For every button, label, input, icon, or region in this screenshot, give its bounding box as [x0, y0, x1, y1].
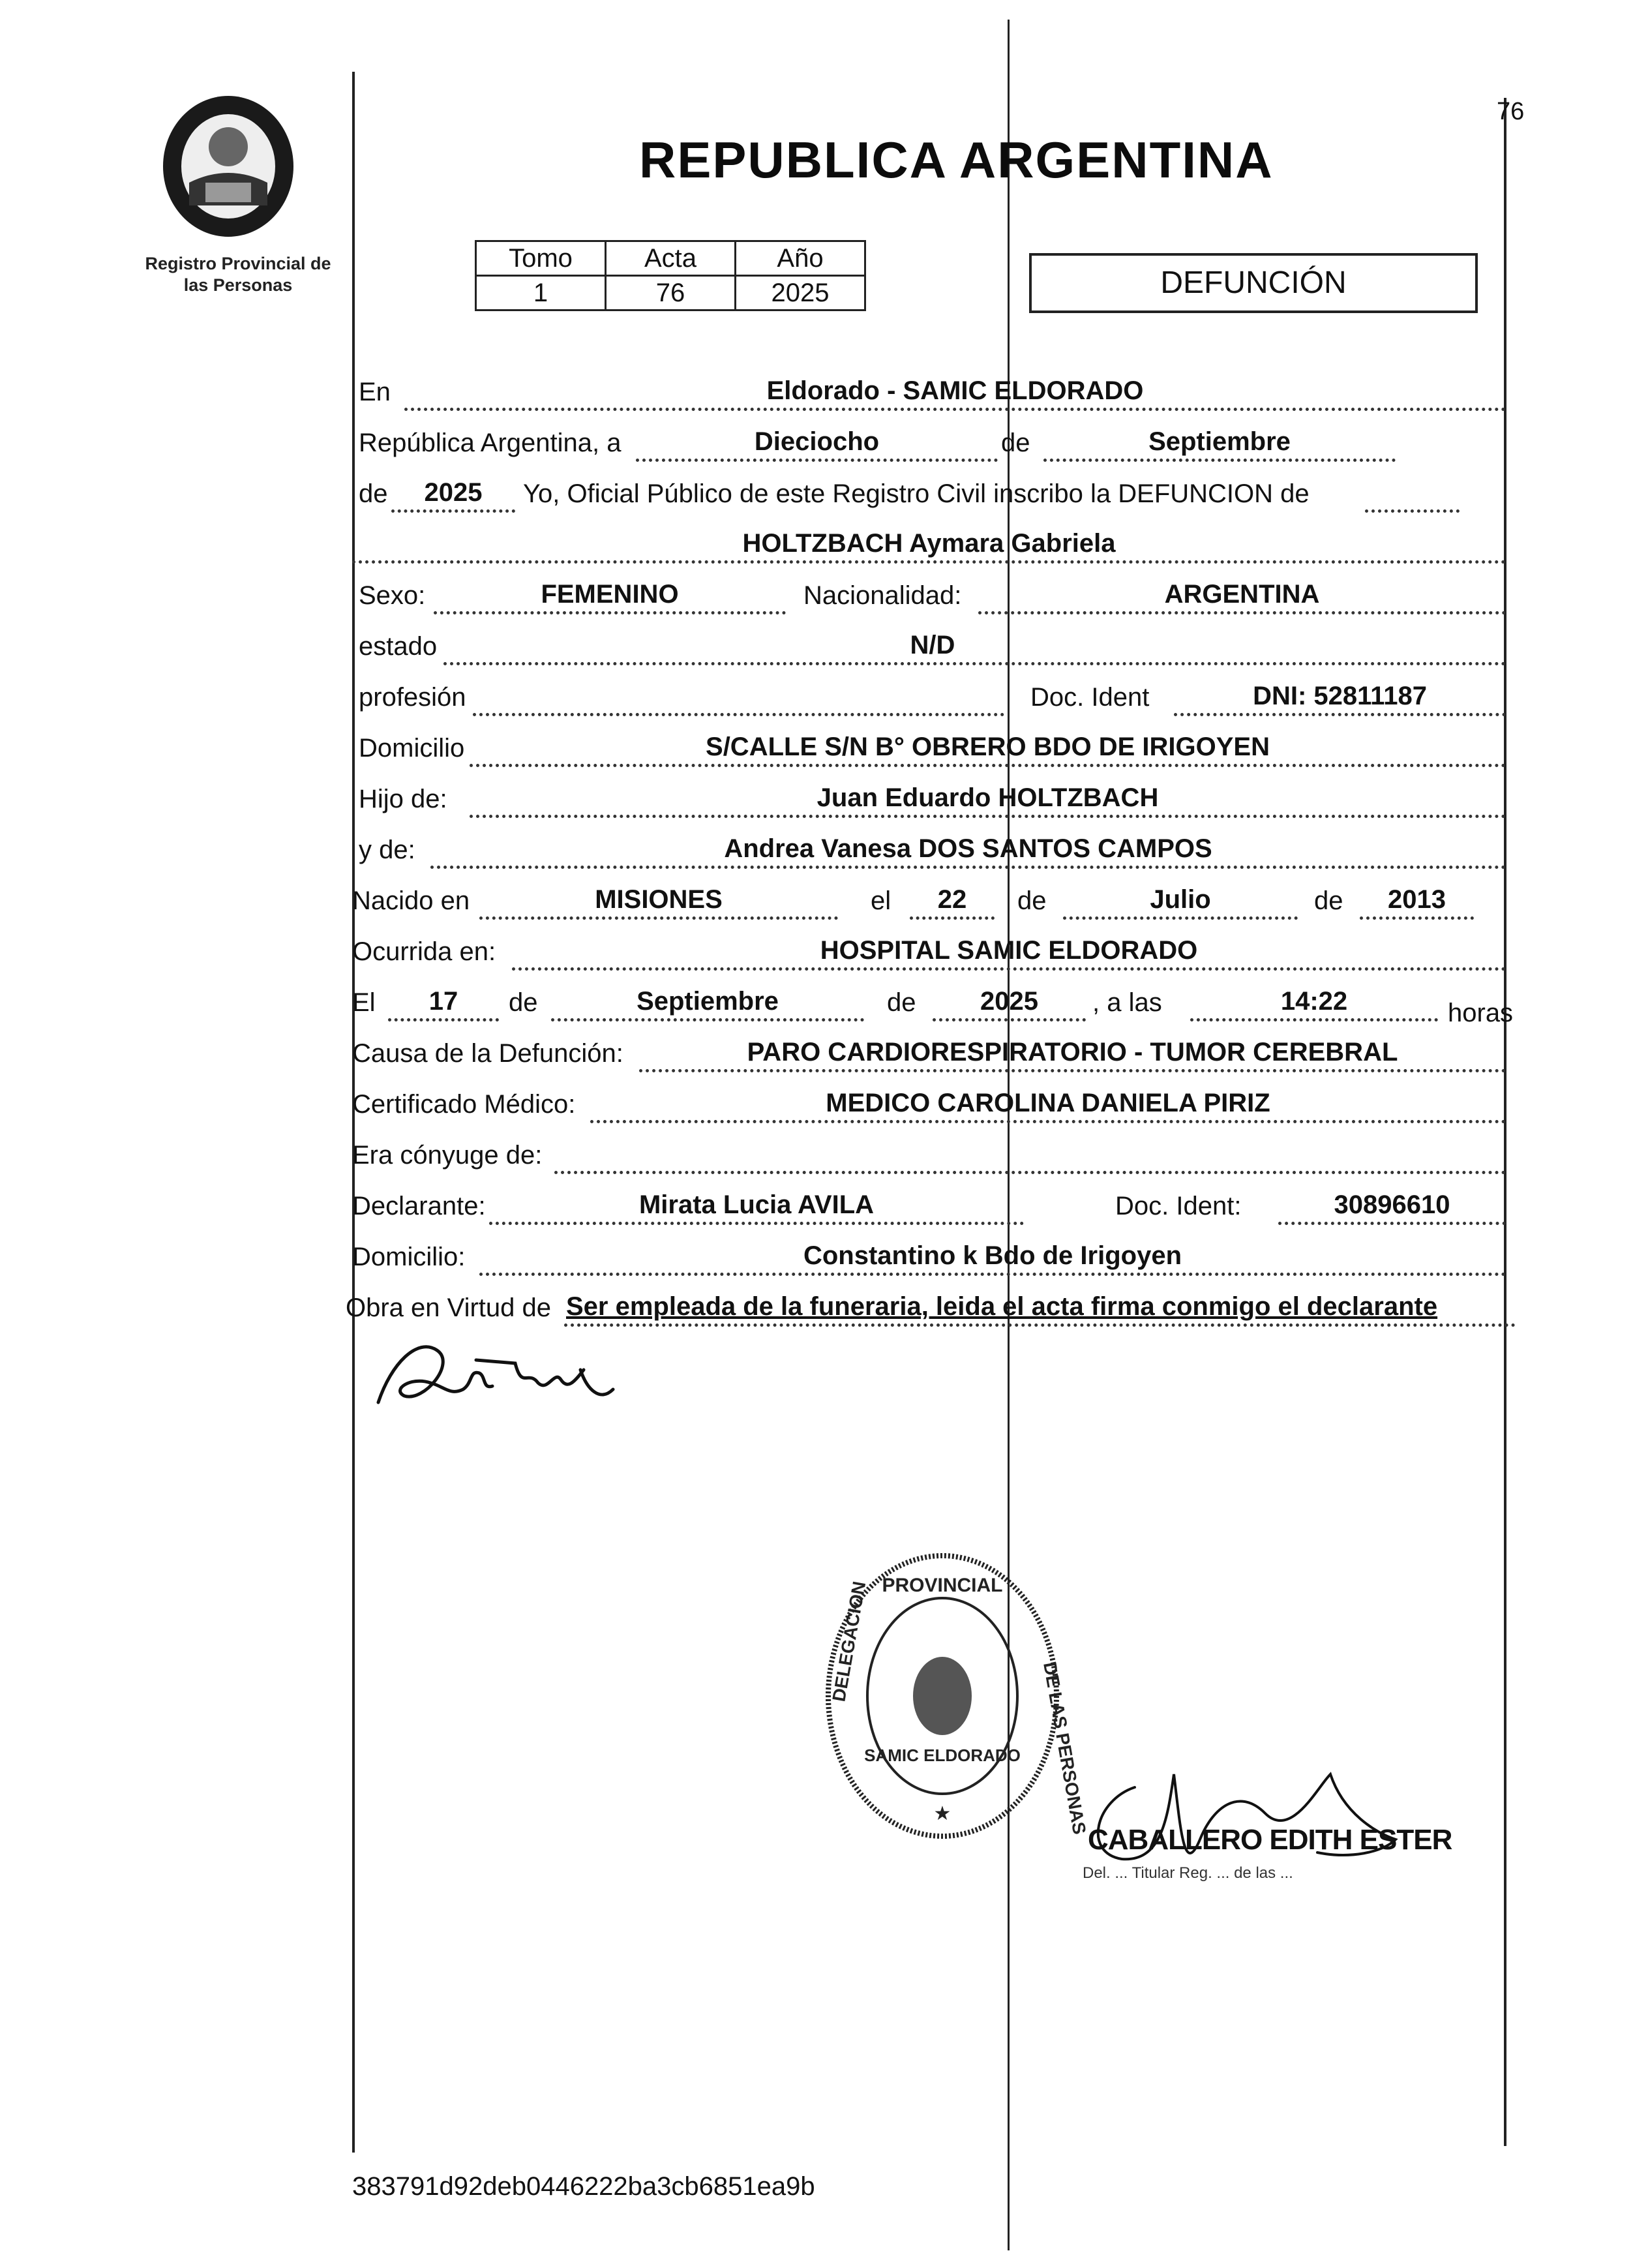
dia-letras-value: Dieciocho: [754, 427, 880, 456]
profesion-label: profesión: [359, 683, 466, 712]
nacionalidad-value: ARGENTINA: [1164, 580, 1320, 609]
cert-value: MEDICO CAROLINA DANIELA PIRIZ: [826, 1089, 1270, 1117]
sexo-value: FEMENINO: [541, 580, 679, 609]
anio-value: 2025: [736, 276, 865, 310]
ocurrida-value: HOSPITAL SAMIC ELDORADO: [820, 936, 1198, 965]
anio-value: 2025: [424, 478, 483, 507]
acta-value: 76: [606, 276, 736, 310]
row-causa: [352, 1027, 1506, 1072]
alas-label: , a las: [1092, 988, 1162, 1017]
declarante-value: Mirata Lucia AVILA: [638, 1190, 875, 1219]
el2-label: El: [352, 988, 376, 1017]
de2-label: de: [359, 479, 388, 508]
nac-de2-label: de: [1314, 886, 1343, 915]
row-domicilio: [352, 721, 1506, 767]
nac-dia-value: 22: [937, 885, 967, 914]
cert-label: Certificado Médico:: [352, 1090, 576, 1119]
row-nacimiento: [352, 874, 1506, 920]
padre-value: Juan Eduardo HOLTZBACH: [816, 783, 1159, 812]
official-stamp-icon: [818, 1546, 1090, 1846]
svg-text:PROVINCIAL: PROVINCIAL: [882, 1575, 1003, 1596]
official-name: CABALLERO EDITH ESTER: [1088, 1824, 1452, 1856]
decl-dom-label: Domicilio:: [352, 1243, 466, 1271]
yde-label: y de:: [359, 836, 415, 864]
agency-name: Registro Provincial de las Personas: [145, 254, 331, 295]
oficial-text: Yo, Oficial Público de este Registro Civil inscribo la DEFUNCION de: [523, 479, 1310, 508]
causa-value: PARO CARDIORESPIRATORIO - TUMOR CEREBRAL: [747, 1038, 1398, 1066]
official-title: Del. ... Titular Reg. ... de las ...: [1083, 1864, 1293, 1882]
row-estado: [352, 620, 1506, 665]
en-label: En: [359, 378, 391, 406]
row-decl-domicilio: [352, 1230, 1506, 1276]
declarante-label: Declarante:: [352, 1192, 486, 1220]
nac-anio-value: 2013: [1388, 885, 1446, 914]
row-obra: [346, 1281, 1516, 1327]
hora-value: 14:22: [1280, 987, 1348, 1016]
row-fecha-inscripcion: [352, 416, 1506, 462]
row-certificado: [352, 1078, 1506, 1123]
hijo-label: Hijo de:: [359, 785, 447, 813]
row-fecha-defuncion: [352, 976, 1514, 1027]
decl-doc-label: Doc. Ident:: [1115, 1192, 1242, 1220]
nacido-label: Nacido en: [352, 886, 470, 915]
lugar-value: Eldorado - SAMIC ELDORADO: [766, 376, 1144, 405]
mes-value: Septiembre: [1148, 427, 1291, 456]
row-madre: [352, 823, 1506, 869]
horas-label: horas: [1448, 999, 1514, 1027]
def-de1-label: de: [509, 988, 538, 1017]
nac-mes-value: Julio: [1150, 885, 1211, 914]
doc-value: DNI: 52811187: [1253, 682, 1427, 710]
record-type-box: DEFUNCIÓN: [1029, 253, 1478, 313]
nac-de1-label: de: [1017, 886, 1047, 915]
anio-header: Año: [736, 241, 865, 276]
svg-text:★: ★: [933, 1803, 951, 1824]
madre-value: Andrea Vanesa DOS SANTOS CAMPOS: [724, 834, 1212, 863]
row-lugar: [352, 365, 1506, 411]
nacionalidad-label: Nacionalidad:: [803, 581, 962, 610]
row-nombre: [352, 518, 1506, 564]
tomo-value: 1: [476, 276, 606, 310]
domicilio-label: Domicilio: [359, 734, 465, 763]
row-padre: [352, 772, 1506, 818]
decl-dom-value: Constantino k Bdo de Irigoyen: [803, 1241, 1182, 1270]
def-de2-label: de: [887, 988, 916, 1017]
domicilio-value: S/CALLE S/N B° OBRERO BDO DE IRIGOYEN: [706, 733, 1270, 761]
el-label: el: [871, 886, 891, 915]
row-sexo: [352, 569, 1506, 614]
conyuge-label: Era cónyuge de:: [352, 1141, 543, 1170]
document-title: REPUBLICA ARGENTINA: [639, 131, 1274, 189]
page-number: 76: [1497, 98, 1525, 125]
nombre-value: HOLTZBACH Aymara Gabriela: [742, 529, 1116, 558]
row-ocurrida: [352, 925, 1506, 971]
sexo-label: Sexo:: [359, 581, 426, 610]
provincial-seal-icon: [150, 85, 307, 241]
row-oficial: [352, 467, 1506, 513]
nacido-lugar-value: MISIONES: [595, 885, 723, 914]
def-anio-value: 2025: [980, 987, 1038, 1016]
de-label: de: [1001, 429, 1030, 457]
svg-text:DELEGACION: DELEGACION: [828, 1579, 870, 1704]
svg-text:DE LAS PERSONAS: DE LAS PERSONAS: [1040, 1660, 1090, 1836]
def-mes-value: Septiembre: [637, 987, 779, 1016]
doc-label: Doc. Ident: [1030, 683, 1150, 712]
row-profesion: [352, 671, 1506, 716]
estado-label: estado: [359, 632, 438, 661]
row-declarante: [352, 1179, 1506, 1225]
svg-text:SAMIC ELDORADO: SAMIC ELDORADO: [864, 1746, 1021, 1765]
tomo-header: Tomo: [476, 241, 606, 276]
obra-label: Obra en Virtud de: [346, 1293, 552, 1322]
row-conyuge: [352, 1128, 1506, 1174]
document-hash: 383791d92deb0446222ba3cb6851ea9b: [352, 2172, 815, 2201]
def-dia-value: 17: [428, 987, 458, 1016]
declarant-signature: [365, 1324, 626, 1415]
obra-value: Ser empleada de la funeraria, leida el acta firma conmigo el declarante: [566, 1292, 1438, 1321]
decl-doc-value: 30896610: [1334, 1190, 1450, 1219]
acta-header: Acta: [606, 241, 736, 276]
estado-value: N/D: [910, 631, 955, 659]
rep-label: República Argentina, a: [359, 429, 622, 457]
causa-label: Causa de la Defunción:: [352, 1039, 623, 1068]
ocurrida-label: Ocurrida en:: [352, 937, 496, 966]
registry-table: [475, 240, 866, 311]
